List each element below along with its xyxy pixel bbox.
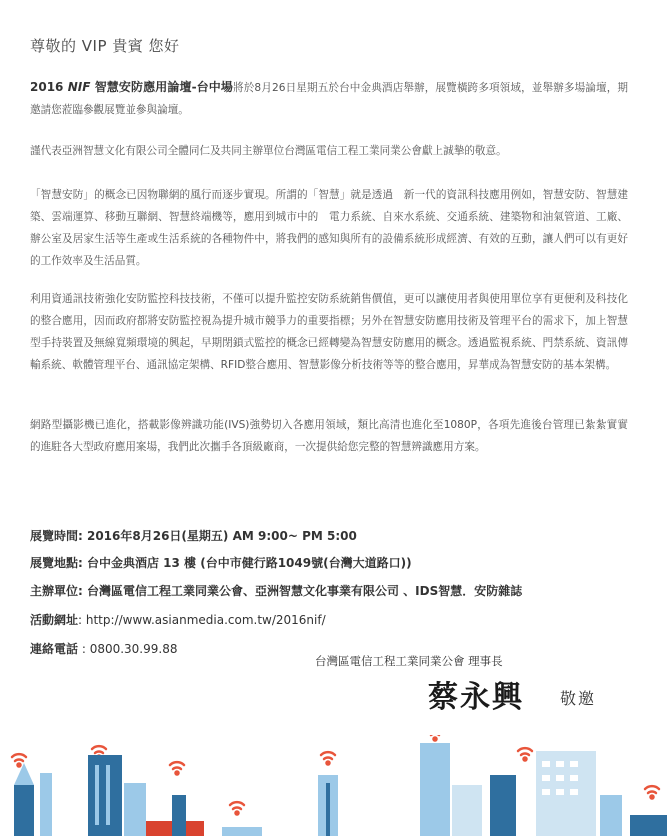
building [40,773,52,836]
intro-year: 2016 [30,80,68,94]
time-value: 2016年8月26日(星期五) AM 9:00~ PM 5:00 [86,529,357,543]
host-value: 台灣區電信工程工業同業公會、亞洲智慧文化事業有限公司 、IDS智慧．安防雜誌 [86,584,523,598]
building [420,743,450,836]
place-value: 台中金典酒店 13 樓 (台中市健行路1049號(台灣大道路口)) [86,556,412,570]
url-label: 活動網址 [30,613,79,627]
wifi-icon [170,762,184,774]
building [452,785,482,836]
exhibition-time [30,527,640,544]
intro-nif: NIF [67,80,91,94]
respect-text: 敬邀 [560,689,597,708]
wifi-icon [645,786,659,798]
wifi-icon [428,735,442,741]
greeting: 尊敬的 VIP 貴賓 您好 [30,37,180,55]
building [124,783,146,836]
building [630,815,667,836]
building [14,785,34,836]
host-organizations [30,582,640,599]
time-label: 展覽時間: [30,529,87,543]
building [490,775,516,836]
exhibition-place [30,554,640,571]
building [222,827,262,836]
building [600,795,622,836]
smart-security-paragraph: 「智慧安防」的概念已因物聯網的風行而逐步實現。所謂的「智慧」就是透過 新一代的資訊科技應用例如，智慧安防、智慧建築、雲端運算、移動互聯網、智慧終端機等，應用到城市中的 電力系統、自來水系統、交通系統、建築物和油氣管道、工廠、辦公室及居家生活等生產或生活系統的各種物件中，將我們的感知與所有的設備系統形成經濟、有效的互動，讓人們可以有更好的工作效率及生活品質。 [30,189,628,267]
gratitude-paragraph: 謹代表亞洲智慧文化有限公司全體同仁及共同主辦單位台灣區電信工程工業同業公會獻上誠摯的敬意。 [30,145,507,157]
signatory-organization: 台灣區電信工程工業同業公會 理事長 [315,654,503,668]
wifi-icon [518,748,532,760]
intro-paragraph [30,76,628,121]
event-website [30,611,640,628]
host-label: 主辦單位: [30,584,87,598]
building [172,795,186,836]
phone-label: 連絡電話 [30,642,79,656]
city-skyline-illustration [0,735,667,836]
phone-value: : 0800.30.99.88 [78,642,178,656]
intro-rest: 將於8月26日星期五於台中金典酒店舉辦，展覽橫跨多項領域，並舉辦多場論壇，期邀請您蒞臨參觀展覽並參與論壇。 [30,82,628,116]
ict-paragraph: 利用資通訊技術強化安防監控科技技術，不僅可以提升監控安防系統銷售價值，更可以讓使用者與使用單位享有更便利及科技化的整合應用，因而政府都將安防監控視為提升城市競爭力的重要指標；另外在智慧安防應用技術及管理平台的需求下，加上智慧型手持裝置及無線寬頻環境的興起，早期閉鎖式監控的概念已經轉變為智慧安防應用的概念。透過監視系統、門禁系統、資訊傳輸系統、軟體管理平台、通訊協定架構、RFID整合應用、智慧影像分析技術等等的整合應用，昇華成為智慧安防的基本架構。 [30,293,628,371]
intro-forum-title: 智慧安防應用論壇-台中場 [90,80,234,94]
signatory-name: 蔡永興 [428,680,524,715]
wifi-icon [321,752,335,764]
url-link[interactable]: : http://www.asianmedia.com.tw/2016nif/ [78,613,326,627]
building [88,755,122,836]
ip-camera-paragraph: 網路型攝影機已進化，搭載影像辨識功能(IVS)強勢切入各應用領域，類比高清也進化至1080P，各項先進後台管理已紮紮實實的進駐各大型政府應用案場，我們此次攜手各頂級廠商，一次提供給您完整的智慧辨識應用方案。 [30,419,628,453]
place-label: 展覽地點: [30,556,87,570]
wifi-icon [230,802,244,814]
